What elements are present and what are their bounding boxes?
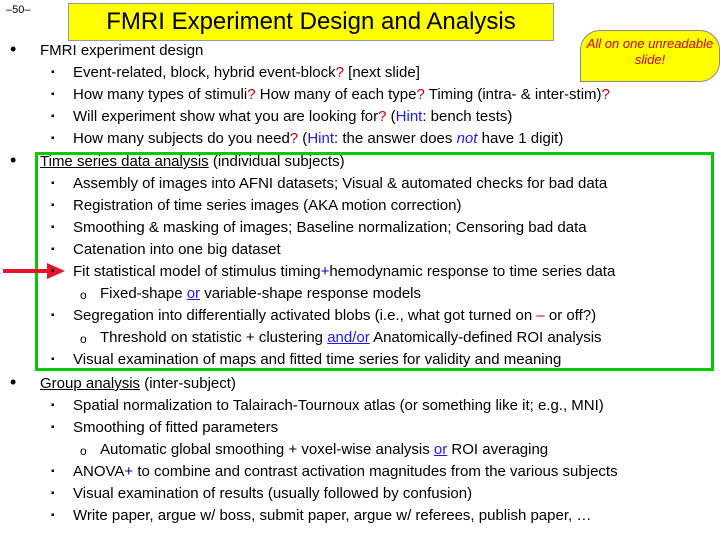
callout-bubble [580,30,720,82]
list-item: ▪ Assembly of images into AFNI datasets; Visual & automated checks for bad data [51,175,608,192]
square-bullet-icon: ▪ [51,510,55,521]
red-arrow-icon [3,262,65,280]
square-bullet-icon: ▪ [51,178,55,189]
circle-bullet-icon: o [80,444,87,458]
square-bullet-icon: ▪ [51,222,55,233]
list-item: ▪ Visual examination of maps and fitted time series for validity and meaning [51,351,562,368]
square-bullet-icon: ▪ [51,89,55,100]
square-bullet-icon: ▪ [51,244,55,255]
square-bullet-icon: ▪ [51,488,55,499]
square-bullet-icon: ▪ [51,422,55,433]
section-heading-group: • Group analysis (inter-subject) [10,372,236,392]
square-bullet-icon: ▪ [51,354,55,365]
list-item: ▪ Segregation into differentially activated blobs (i.e., what got turned on – or off?) [51,307,597,324]
list-item: ▪ How many types of stimuli? How many of each type? Timing (intra- & inter-stim)? [51,86,610,103]
list-item: ▪ How many subjects do you need? (Hint: the answer does not have 1 digit) [51,130,564,147]
square-bullet-icon: ▪ [51,266,55,277]
bullet-icon: • [10,39,17,59]
sub-list-item: o Threshold on statistic + clustering and/or Anatomically-defined ROI analysis [100,328,602,348]
list-item: ▪ ANOVA+ to combine and contrast activation magnitudes from the various subjects [51,463,618,480]
square-bullet-icon: ▪ [51,133,55,144]
list-item: ▪ Catenation into one big dataset [51,241,281,258]
square-bullet-icon: ▪ [51,310,55,321]
list-item: ▪ Fit statistical model of stimulus timing+hemodynamic response to time series data [51,263,616,280]
callout-text: All on one unreadable slide! [586,36,714,67]
page-number: –50– [6,4,31,16]
square-bullet-icon: ▪ [51,111,55,122]
list-item: ▪ Spatial normalization to Talairach-Tournoux atlas (or something like it; e.g., MNI) [51,397,604,414]
section-heading-design: • FMRI experiment design [10,39,204,59]
sub-list-item: o Automatic global smoothing + voxel-wise analysis or ROI averaging [100,440,548,460]
square-bullet-icon: ▪ [51,67,55,78]
list-item: ▪ Write paper, argue w/ boss, submit paper, argue w/ referees, publish paper, … [51,507,592,524]
square-bullet-icon: ▪ [51,200,55,211]
square-bullet-icon: ▪ [51,466,55,477]
list-item: ▪ Will experiment show what you are looking for? (Hint: bench tests) [51,108,513,125]
circle-bullet-icon: o [80,288,87,302]
square-bullet-icon: ▪ [51,400,55,411]
sub-list-item: o Fixed-shape or variable-shape response models [100,284,421,304]
slide-title: FMRI Experiment Design and Analysis [106,8,516,35]
title-box [68,3,554,41]
list-item: ▪ Visual examination of results (usually followed by confusion) [51,485,473,502]
bullet-icon: • [10,150,17,170]
section-heading-timeseries: • Time series data analysis (individual subjects) [10,150,345,170]
list-item: ▪ Smoothing & masking of images; Baseline normalization; Censoring bad data [51,219,587,236]
circle-bullet-icon: o [80,332,87,346]
list-item: ▪ Registration of time series images (AKA motion correction) [51,197,462,214]
list-item: ▪ Event-related, block, hybrid event-block? [next slide] [51,64,420,81]
list-item: ▪ Smoothing of fitted parameters [51,419,279,436]
bullet-icon: • [10,372,17,392]
